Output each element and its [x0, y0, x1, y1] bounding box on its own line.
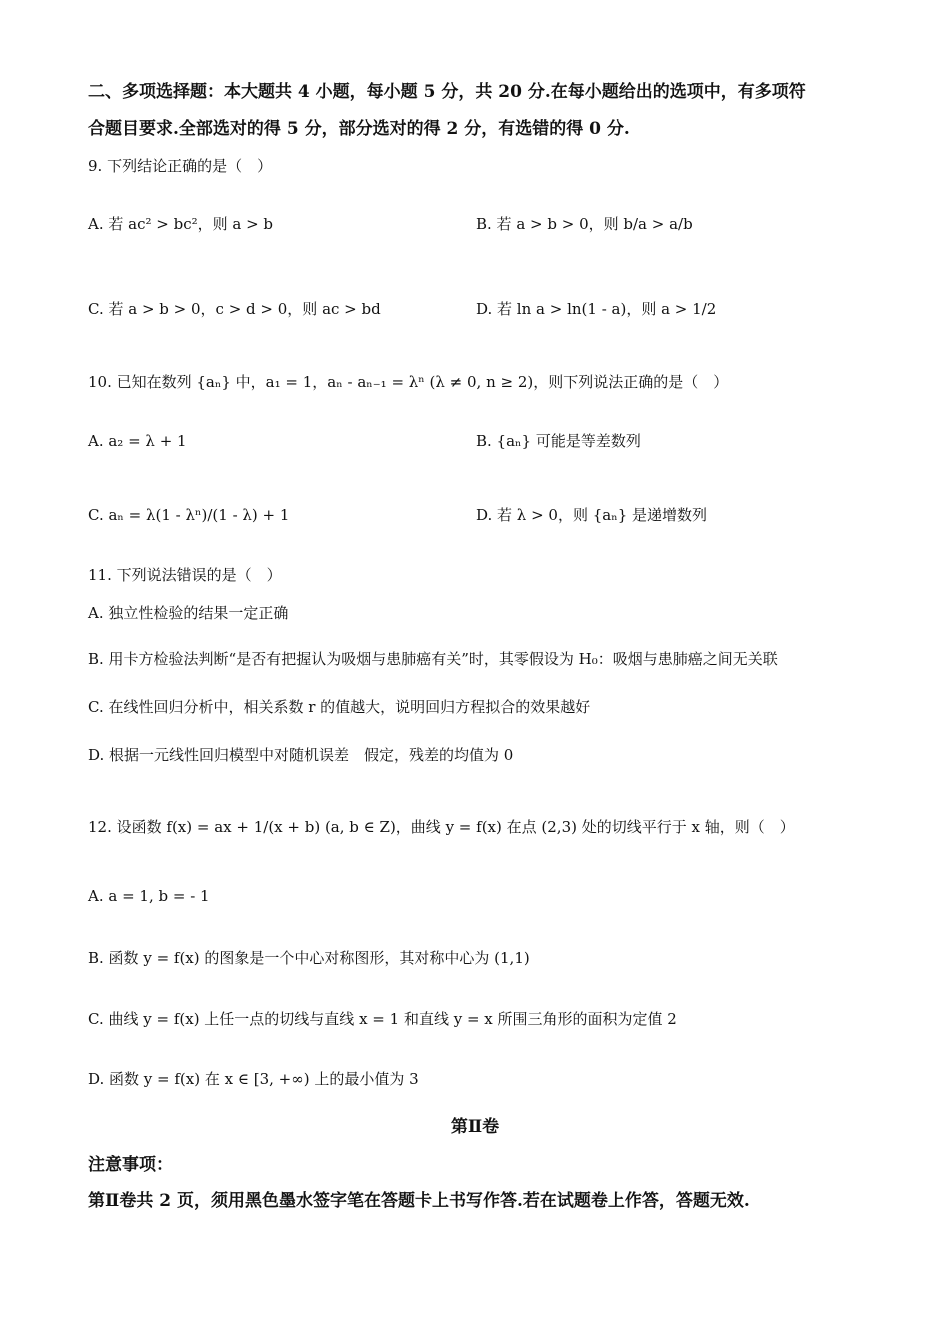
q9-option-b: B. 若 a > b > 0，则 b/a > a/b	[476, 215, 693, 233]
q12-option-b: B. 函数 y = f(x) 的图象是一个中心对称图形，其对称中心为 (1,1)	[88, 949, 530, 967]
q9-option-d: D. 若 ln a > ln(1 - a)，则 a > 1/2	[476, 300, 717, 318]
notice-text: 第Ⅱ卷共 2 页，须用黑色墨水签字笔在答题卡上书写作答.若在试题卷上作答，答题无效.	[88, 1191, 750, 1211]
q9-option-c: C. 若 a > b > 0，c > d > 0，则 ac > bd	[88, 300, 381, 318]
q11-option-c: C. 在线性回归分析中，相关系数 r 的值越大，说明回归方程拟合的效果越好	[88, 698, 591, 716]
q11-stem: 11. 下列说法错误的是（ ）	[88, 566, 282, 584]
q11-option-b: B. 用卡方检验法判断“是否有把握认为吸烟与患肺癌有关”时，其零假设为 H₀：吸烟与患肺癌之间无关联	[88, 650, 778, 668]
q11-option-a: A. 独立性检验的结果一定正确	[88, 604, 289, 622]
section-header-line-1: 二、多项选择题：本大题共 4 小题，每小题 5 分，共 20 分.在每小题给出的选项中，有多项符	[88, 82, 806, 102]
q9-stem: 9. 下列结论正确的是（ ）	[88, 157, 273, 175]
q10-option-b: B. {aₙ} 可能是等差数列	[476, 432, 641, 450]
part2-title: 第Ⅱ卷	[450, 1117, 500, 1137]
q10-option-c: C. aₙ = λ(1 - λⁿ)/(1 - λ) + 1	[88, 506, 290, 524]
q11-option-d: D. 根据一元线性回归模型中对随机误差 假定，残差的均值为 0	[88, 746, 514, 764]
q9-option-a: A. 若 ac² > bc²，则 a > b	[88, 215, 274, 233]
q10-option-d: D. 若 λ > 0，则 {aₙ} 是递增数列	[476, 506, 708, 524]
notice-heading: 注意事项：	[88, 1155, 173, 1175]
section-header-line-2: 合题目要求.全部选对的得 5 分，部分选对的得 2 分，有选错的得 0 分.	[88, 119, 630, 139]
q10-stem: 10. 已知在数列 {aₙ} 中，a₁ = 1，aₙ - aₙ₋₁ = λⁿ (λ ≠ 0, n ≥ 2)，则下列说法正确的是（ ）	[88, 373, 729, 391]
q12-option-d: D. 函数 y = f(x) 在 x ∈ [3, +∞) 上的最小值为 3	[88, 1070, 419, 1088]
q10-option-a: A. a₂ = λ + 1	[88, 432, 187, 450]
q12-stem: 12. 设函数 f(x) = ax + 1/(x + b) (a, b ∈ Z)，曲线 y = f(x) 在点 (2,3) 处的切线平行于 x 轴，则（ ）	[88, 818, 795, 836]
q12-option-a: A. a = 1, b = - 1	[88, 887, 210, 905]
q12-option-c: C. 曲线 y = f(x) 上任一点的切线与直线 x = 1 和直线 y = x 所围三角形的面积为定值 2	[88, 1010, 677, 1028]
